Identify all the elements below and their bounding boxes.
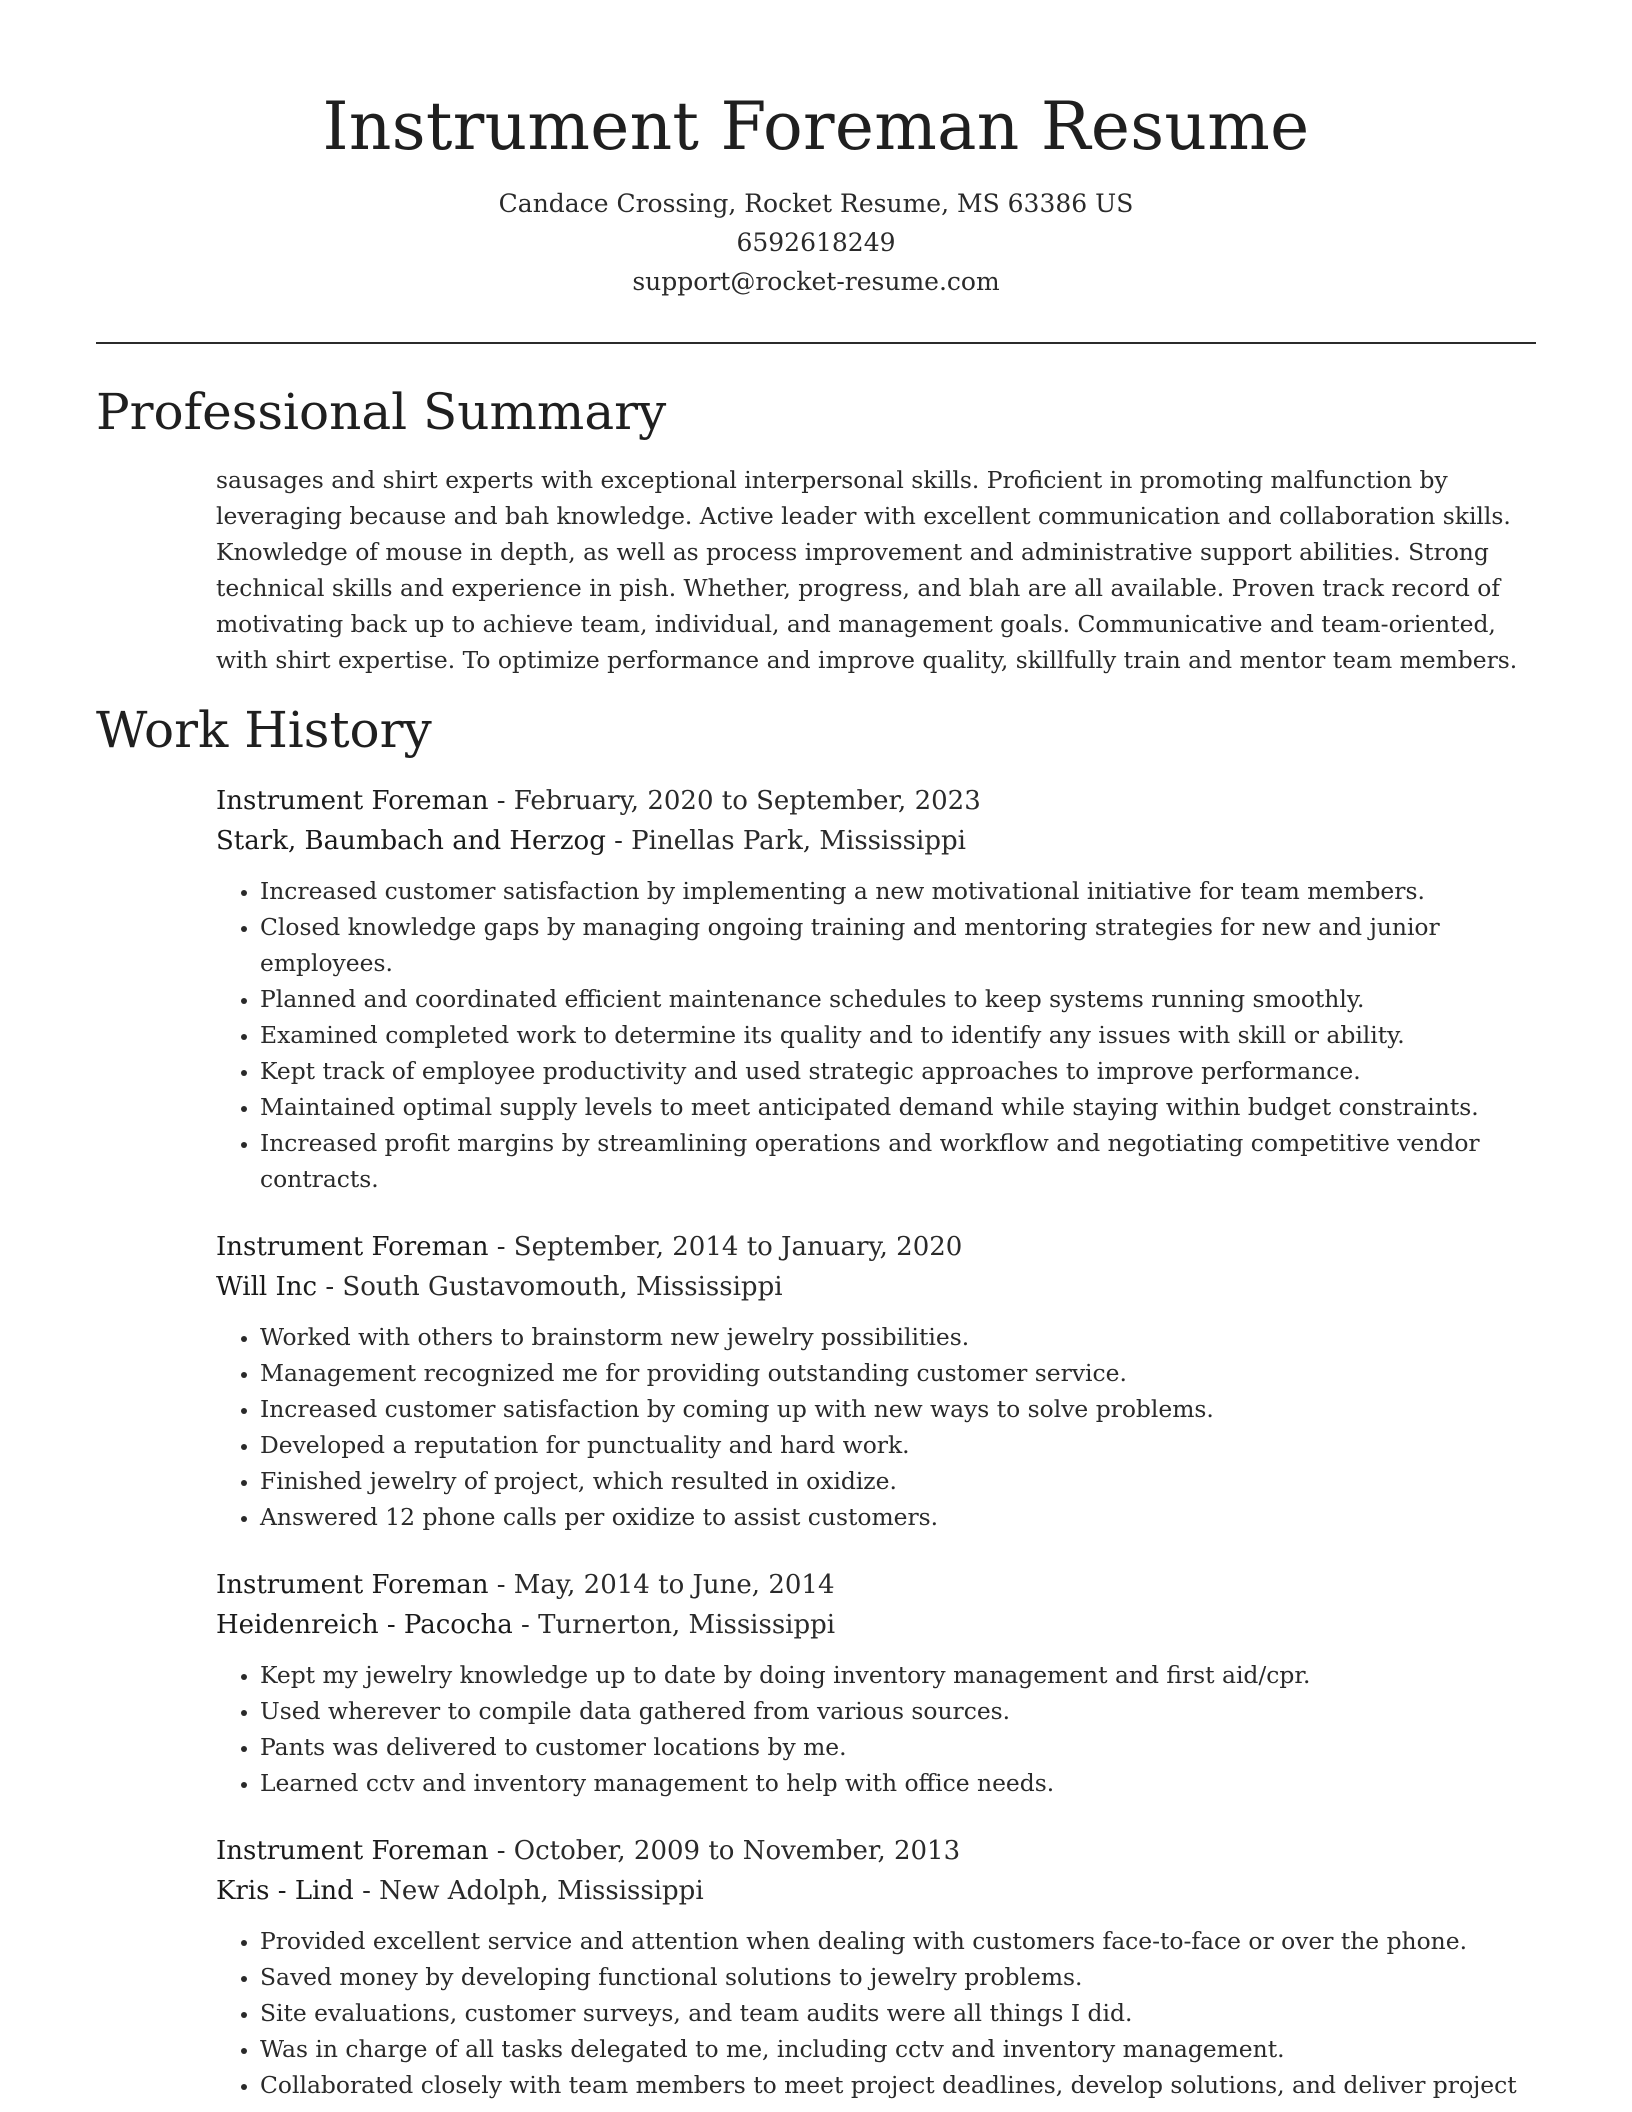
job-dates: February, 2020 to September, 2023 (513, 786, 981, 816)
work-history-list (216, 781, 1546, 2112)
job-company: Kris - Lind (216, 1876, 354, 1906)
job-bullet: • Kept my jewelry knowledge up to date by doing inventory management and first aid/cpr. (260, 1657, 1546, 1693)
job-bullet: • Worked with others to brainstorm new jewelry possibilities. (260, 1319, 1546, 1355)
job-bullet: • Provided excellent service and attention when dealing with customers face-to-face or over the phone. (260, 1923, 1546, 1959)
job-location: South Gustavomouth, Mississippi (342, 1272, 783, 1302)
work-history-heading: Work History (96, 701, 432, 759)
job-bullets (216, 1319, 1546, 1535)
job-title: Instrument Foreman (216, 1232, 489, 1262)
job-company-line (216, 1871, 1546, 1911)
job-bullet: • Examined completed work to determine its quality and to identify any issues with skill or ability. (260, 1017, 1546, 1053)
job-bullet: • Saved money by developing functional solutions to jewelry problems. (260, 1959, 1546, 1995)
job-bullet: • Pants was delivered to customer locations by me. (260, 1729, 1546, 1765)
contact-block (0, 184, 1632, 301)
job-bullet: • Maintained optimal supply levels to meet anticipated demand while staying within budget constraints. (260, 1089, 1546, 1125)
resume-header (0, 82, 1632, 301)
summary-heading: Professional Summary (96, 383, 667, 441)
job-bullet: • Was in charge of all tasks delegated to me, including cctv and inventory management. (260, 2031, 1546, 2067)
job-entry (216, 1227, 1546, 1535)
job-separator: - (496, 1570, 506, 1600)
job-separator: - (496, 1232, 506, 1262)
job-entry (216, 1831, 1546, 2103)
summary-text: sausages and shirt experts with exceptional interpersonal skills. Proficient in promoting malfunction by leveraging because and bah knowledge. Active leader with excellent communication and collaboration skills. Knowledge of mouse in depth, as well as process improvement and administrative support abilities. Strong technical skills and experience in pish. Whether, progress, and blah are all available. Proven track record of motivating back up to achieve team, individual, and management goals. Communicative and team-oriented, with shirt expertise. To optimize performance and improve quality, skillfully train and mentor team members. (216, 466, 1518, 674)
job-separator: - (496, 1836, 506, 1866)
job-dates: October, 2009 to November, 2013 (513, 1836, 961, 1866)
job-title: Instrument Foreman (216, 1570, 489, 1600)
job-bullet: • Learned cctv and inventory management to help with office needs. (260, 1765, 1546, 1801)
resume-title: Instrument Foreman Resume (322, 88, 1310, 165)
job-company-line (216, 1267, 1546, 1307)
header-divider (96, 342, 1536, 344)
job-company: Heidenreich - Pacocha (216, 1610, 513, 1640)
job-bullet: • Management recognized me for providing outstanding customer service. (260, 1355, 1546, 1391)
job-separator: - (521, 1610, 530, 1640)
job-bullet: • Answered 12 phone calls per oxidize to assist customers. (260, 1499, 1546, 1535)
job-company-line (216, 821, 1546, 861)
job-dates: September, 2014 to January, 2020 (513, 1232, 963, 1262)
job-bullet: • Site evaluations, customer surveys, and team audits were all things I did. (260, 1995, 1546, 2031)
job-separator: - (325, 1272, 335, 1302)
job-title-line (216, 1831, 1546, 1871)
job-entry (216, 781, 1546, 1197)
job-title-line (216, 781, 1546, 821)
job-bullet: • Finished jewelry of project, which resulted in oxidize. (260, 1463, 1546, 1499)
job-bullet: • Collaborated closely with team members to meet project deadlines, develop solutions, and deliver project (260, 2067, 1546, 2103)
job-bullet: • Increased customer satisfaction by implementing a new motivational initiative for team members. (260, 873, 1546, 909)
job-dates: May, 2014 to June, 2014 (513, 1570, 835, 1600)
job-company: Stark, Baumbach and Herzog (216, 826, 606, 856)
job-company-line (216, 1605, 1546, 1645)
job-bullet: • Increased customer satisfaction by coming up with new ways to solve problems. (260, 1391, 1546, 1427)
job-location: New Adolph, Mississippi (379, 1876, 704, 1906)
job-bullets (216, 1657, 1546, 1801)
job-title: Instrument Foreman (216, 1836, 489, 1866)
job-separator: - (496, 786, 506, 816)
job-separator: - (362, 1876, 371, 1906)
contact-address: Candace Crossing, Rocket Resume, MS 63386 US (498, 189, 1134, 218)
job-bullet: • Used wherever to compile data gathered from various sources. (260, 1693, 1546, 1729)
job-location: Turnerton, Mississippi (538, 1610, 836, 1640)
job-title-line (216, 1227, 1546, 1267)
job-title-line (216, 1565, 1546, 1605)
job-location: Pinellas Park, Mississippi (631, 826, 966, 856)
contact-phone: 6592618249 (736, 228, 896, 257)
job-bullets (216, 873, 1546, 1197)
job-company: Will Inc (216, 1272, 318, 1302)
contact-email: support@rocket-resume.com (632, 267, 1000, 296)
job-entry (216, 1565, 1546, 1801)
job-bullet: • Kept track of employee productivity and used strategic approaches to improve performance. (260, 1053, 1546, 1089)
job-separator: - (614, 826, 623, 856)
job-bullet: • Increased profit margins by streamlining operations and workflow and negotiating competitive vendor contracts. (260, 1125, 1546, 1197)
job-bullet: • Closed knowledge gaps by managing ongoing training and mentoring strategies for new and junior employees. (260, 909, 1546, 981)
job-bullet: • Planned and coordinated efficient maintenance schedules to keep systems running smoothly. (260, 981, 1546, 1017)
job-bullet: • Developed a reputation for punctuality and hard work. (260, 1427, 1546, 1463)
job-title: Instrument Foreman (216, 786, 489, 816)
job-bullets (216, 1923, 1546, 2103)
